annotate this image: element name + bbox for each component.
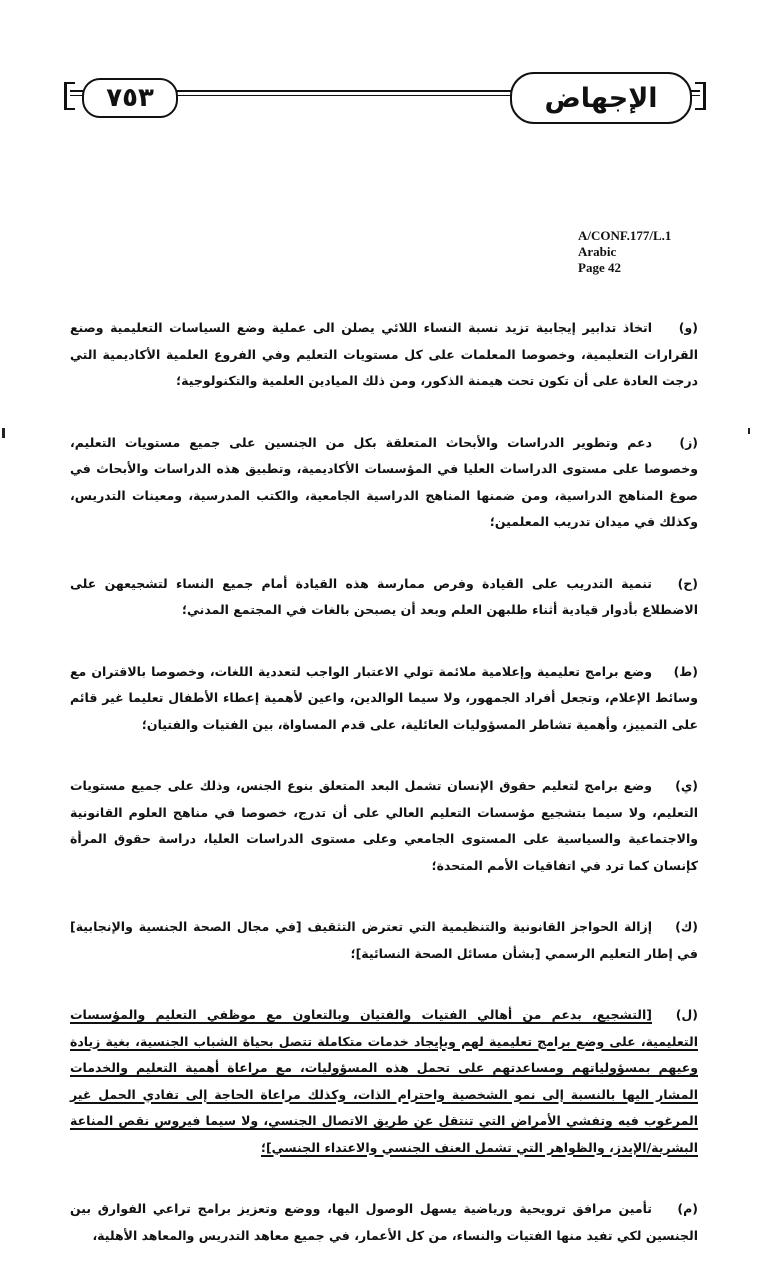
paragraph-mim	[70, 1196, 698, 1249]
paragraph-marker: (ل)	[675, 1007, 698, 1022]
paragraph-text-underlined: [التشجيع، بدعم من أهالي الفتيات والفتيان وبالتعاون مع موظفي التعليم والمؤسسات التعليمية، على وضع برامج تعليمية لهم وبإيجاد خدمات متكاملة تتصل بحياة الشباب الجنسية، بغية زيادة وعيهم بمسؤولياتهم ومساعدتهم على تحمل هذه المسؤوليات، مع مراعاة أهمية التعليم والخدمات المشار اليها بالنسبة إلى نمو الشخصية واحترام الذات، وكذلك مراعاة الحاجة إلى تفادي الحمل غير المرغوب فيه وتفشي الأمراض التي تنتقل عن طريق الاتصال الجنسي، ولا سيما فيروس نقص المناعة البشرية/الإيدز، والظواهر التي تشمل العنف الجنسي والاعتداء الجنسي]؛	[70, 1007, 698, 1155]
paragraph-waw	[70, 315, 698, 395]
document-language: Arabic	[578, 244, 617, 259]
paragraph-ta	[70, 659, 698, 739]
page-title: الإجهاض	[510, 72, 692, 124]
document-page: Page 42	[578, 260, 621, 275]
paragraph-marker: (و)	[678, 320, 698, 335]
paragraph-text: إزالة الحواجز القانونية والتنظيمية التي تعترض التثقيف [في مجال الصحة الجنسية والإنجابية] في إطار التعليم الرسمي [بشأن مسائل الصحة النسائية]؛	[70, 919, 698, 961]
scan-mark	[748, 428, 750, 434]
paragraph-marker: (ط)	[673, 663, 698, 679]
paragraph-text: دعم وتطوير الدراسات والأبحاث المتعلقة بكل من الجنسين على جميع مستويات التعليم، وخصوصا على مستوى الدراسات العليا في المؤسسات الأكاديمية، وتطبيق هذه الدراسات والأبحاث في صوغ المناهج الدراسية، ومن ضمنها المناهج الدراسية الجامعية، والكتب المدرسية، ومعينات التدريس، وكذلك في ميدان تدريب المعلمين؛	[70, 434, 698, 529]
scan-mark	[2, 428, 5, 438]
paragraph-zay	[70, 430, 698, 536]
paragraph-marker: (ز)	[679, 434, 698, 450]
paragraph-ya	[70, 773, 698, 879]
paragraph-ha	[70, 571, 698, 624]
paragraph-marker: (ي)	[675, 778, 698, 793]
header-ornament-left	[64, 82, 75, 110]
page-header	[60, 68, 710, 130]
document-symbol: A/CONF.177/L.1	[578, 228, 672, 243]
paragraph-text: وضع برامج تعليمية وإعلامية ملائمة تولي الاعتبار الواجب لتعددية اللغات، وخصوصا بالاقتران مع وسائط الإعلام، وتجعل أفراد الجمهور، ولا سيما الوالدين، واعين لأهمية إعطاء الأطفال تعليما غير قائم على التمييز، وأهمية تشاطر المسؤوليات العائلية، على قدم المساواة، بين الفتيات والفتيان؛	[70, 663, 698, 732]
paragraph-lam	[70, 1002, 698, 1161]
header-ornament-right	[695, 82, 706, 110]
document-body	[70, 315, 698, 1284]
paragraph-marker: (م)	[677, 1201, 698, 1216]
paragraph-marker: (ح)	[677, 575, 698, 591]
page-number: ٧٥٣	[82, 78, 178, 118]
paragraph-text: تنمية التدريب على القيادة وفرص ممارسة هذه القيادة أمام جميع النساء لتشجيعهن على الاضطلاع بأدوار قيادية أثناء طلبهن العلم وبعد أن يصبحن بالغات في المجتمع المدني؛	[70, 575, 698, 617]
paragraph-kaf	[70, 914, 698, 967]
document-reference	[578, 228, 748, 276]
paragraph-marker: (ك)	[675, 919, 698, 934]
paragraph-text: تأمين مرافق ترويحية ورياضية يسهل الوصول اليها، ووضع وتعزيز برامج تراعي الفوارق بين الجنسين لكي تفيد منها الفتيات والنساء، من كل الأعمار، في جميع معاهد التدريس والمعاهد الأهلية،	[70, 1201, 698, 1243]
paragraph-text: وضع برامج لتعليم حقوق الإنسان تشمل البعد المتعلق بنوع الجنس، وذلك على جميع مستويات التعليم، ولا سيما بتشجيع مؤسسات التعليم العالي على أن تدرج، خصوصا في مناهج العلوم القانونية والاجتماعية والسياسية على المستوى الجامعي وعلى مستوى الدراسات العليا، دراسة حقوق المرأة كإنسان كما ترد في اتفاقيات الأمم المتحدة؛	[70, 778, 698, 873]
paragraph-text: اتخاذ تدابير إيجابية تزيد نسبة النساء اللائي يصلن الى عملية وضع السياسات التعليمية وصنع القرارات التعليمية، وخصوصا المعلمات على كل مستويات التعليم وفي الفروع العلمية الأكاديمية التي درجت العادة على أن تكون تحت هيمنة الذكور، ومن ذلك الميادين العلمية والتكنولوجية؛	[70, 320, 698, 388]
